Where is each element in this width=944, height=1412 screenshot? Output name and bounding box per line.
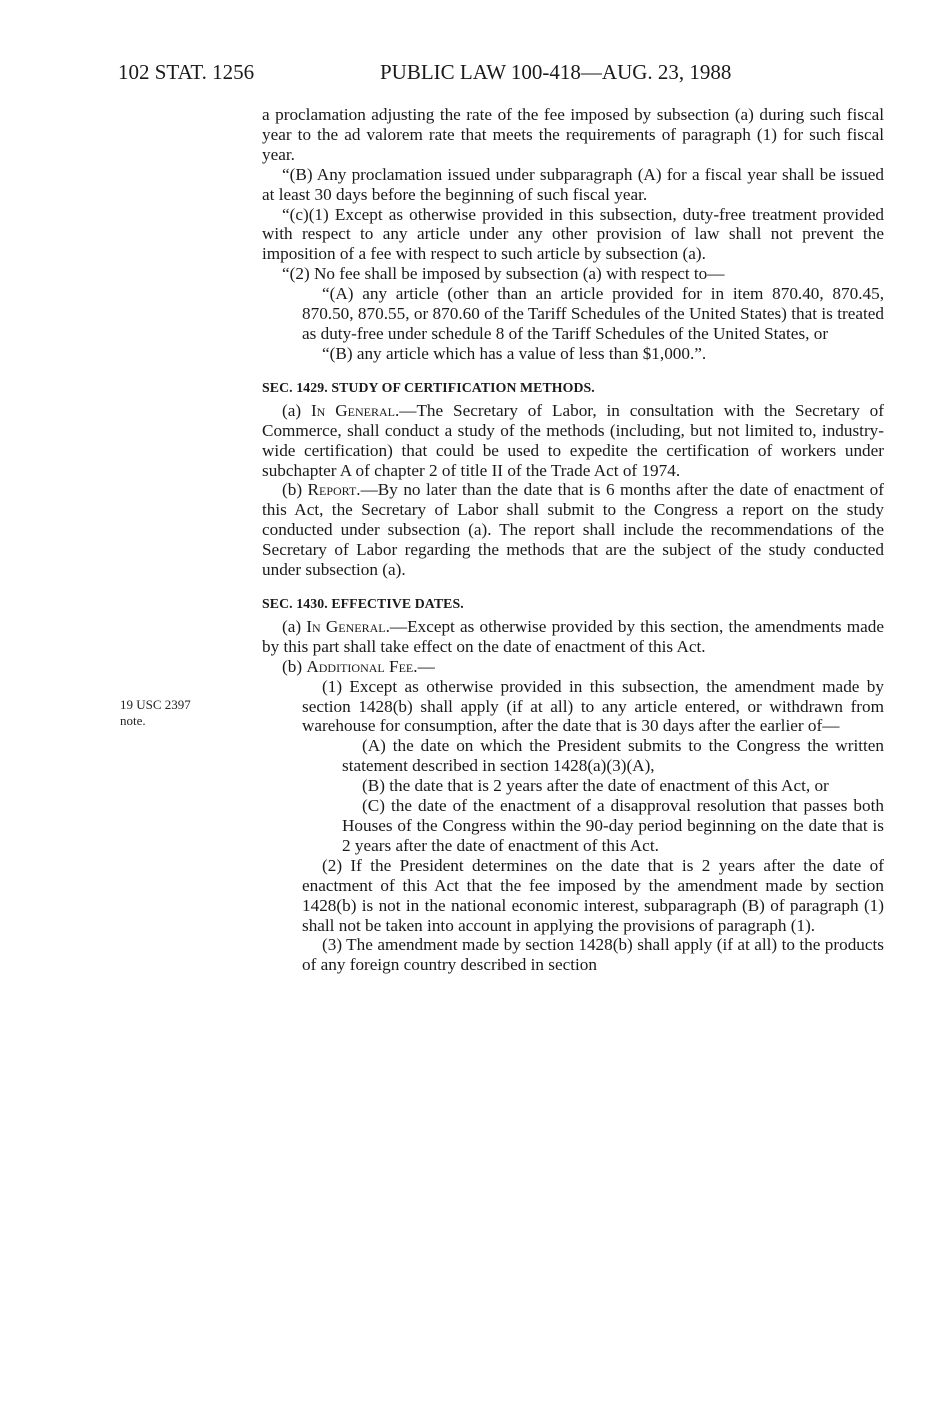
subsection-heading: In General <box>310 400 395 420</box>
paragraph: a proclamation adjusting the rate of the fee imposed by subsection (a) during such fiscal year to the ad valorem rate that meets the requirements of paragraph (1) for such fiscal year. <box>262 105 884 164</box>
subsection-label: (a) <box>282 616 307 636</box>
margin-citation <box>120 697 191 729</box>
paragraph: (3) The amendment made by section 1428(b) shall apply (if at all) to the products of any foreign country described in section <box>302 935 884 975</box>
law-title: PUBLIC LAW 100-418—AUG. 23, 1988 <box>380 60 732 84</box>
paragraph <box>262 657 884 677</box>
subsection-heading: In General <box>306 616 386 636</box>
paragraph: “(B) Any proclamation issued under subparagraph (A) for a fiscal year shall be issued at least 30 days before the beginning of such fiscal year. <box>262 164 884 204</box>
paragraph: (1) Except as otherwise provided in this subsection, the amendment made by section 1428(b) shall apply (if at all) to any article entered, or withdrawn from warehouse for consumption, after the date that is 30 days after the earlier of— <box>302 676 884 736</box>
margin-citation-line2: note. <box>120 713 146 728</box>
section-heading-1430: SEC. 1430. EFFECTIVE DATES. <box>262 595 464 611</box>
subsection-label: (b) <box>282 656 307 676</box>
subsection-label: (b) <box>282 480 308 500</box>
paragraph <box>262 480 884 580</box>
paragraph: “(B) any article which has a value of less than $1,000.”. <box>322 343 707 363</box>
subsection-text: .— <box>413 656 435 676</box>
subsection-heading: Additional Fee <box>306 656 414 676</box>
paragraph: (2) If the President determines on the date that is 2 years after the date of enactment of this Act that the fee imposed by the amendment made by section 1428(b) is not in the national economic interest, subparagraph (B) of paragraph (1) shall not be taken into account in applying the provisions of paragraph (1). <box>302 855 884 935</box>
stat-page-number: 102 STAT. 1256 <box>118 60 255 84</box>
paragraph <box>262 617 884 657</box>
margin-citation-line1: 19 USC 2397 <box>120 697 191 712</box>
subsection-heading: Report <box>307 480 357 500</box>
paragraph: “(c)(1) Except as otherwise provided in this subsection, duty-free treatment provided with respect to any article under any other provision of law shall not prevent the imposition of a fee with respect to such article by subsection (a). <box>262 204 884 264</box>
subparagraph-group <box>302 736 884 855</box>
paragraph: (B) the date that is 2 years after the date of enactment of this Act, or <box>362 776 829 796</box>
paragraph-group <box>262 677 884 976</box>
paragraph: (C) the date of the enactment of a disapproval resolution that passes both Houses of the Congress within the 90-day period beginning on the date that is 2 years after the date of enactment of this Act. <box>342 796 884 855</box>
subsection-label: (a) <box>282 400 311 420</box>
subparagraph-group <box>262 284 884 364</box>
paragraph: “(A) any article (other than an article provided for in item 870.40, 870.45, 870.50, 870.55, or 870.60 of the Tariff Schedules of the United States) that is treated as duty-free under schedule 8 of the Tariff Schedules of the United States, or <box>302 284 884 343</box>
statute-body <box>262 105 884 975</box>
subsection-text: .—The Secretary of Labor, in consultation with the Secretary of Commerce, shall conduct a study of the methods (including, but not limited to, industry-wide certification) that could be used to expedite the certification of workers under subchapter A of chapter 2 of title II of the Trade Act of 1974. <box>262 400 884 480</box>
paragraph <box>262 401 884 481</box>
subsection-text: .—By no later than the date that is 6 months after the date of enactment of this Act, the Secretary of Labor shall submit to the Congress a report on the study conducted under subsection (a). The report shall include the recommendations of the Secretary of Labor regarding the methods that are the subject of the study conducted under subsection (a). <box>262 480 885 580</box>
paragraph: (A) the date on which the President submits to the Congress the written statement described in section 1428(a)(3)(A), <box>342 736 884 776</box>
paragraph: “(2) No fee shall be imposed by subsection (a) with respect to— <box>282 264 725 284</box>
section-heading-1429: SEC. 1429. STUDY OF CERTIFICATION METHODS. <box>262 379 595 395</box>
subsection-text: .—Except as otherwise provided by this section, the amendments made by this part shall take effect on the date of enactment of this Act. <box>262 616 884 656</box>
